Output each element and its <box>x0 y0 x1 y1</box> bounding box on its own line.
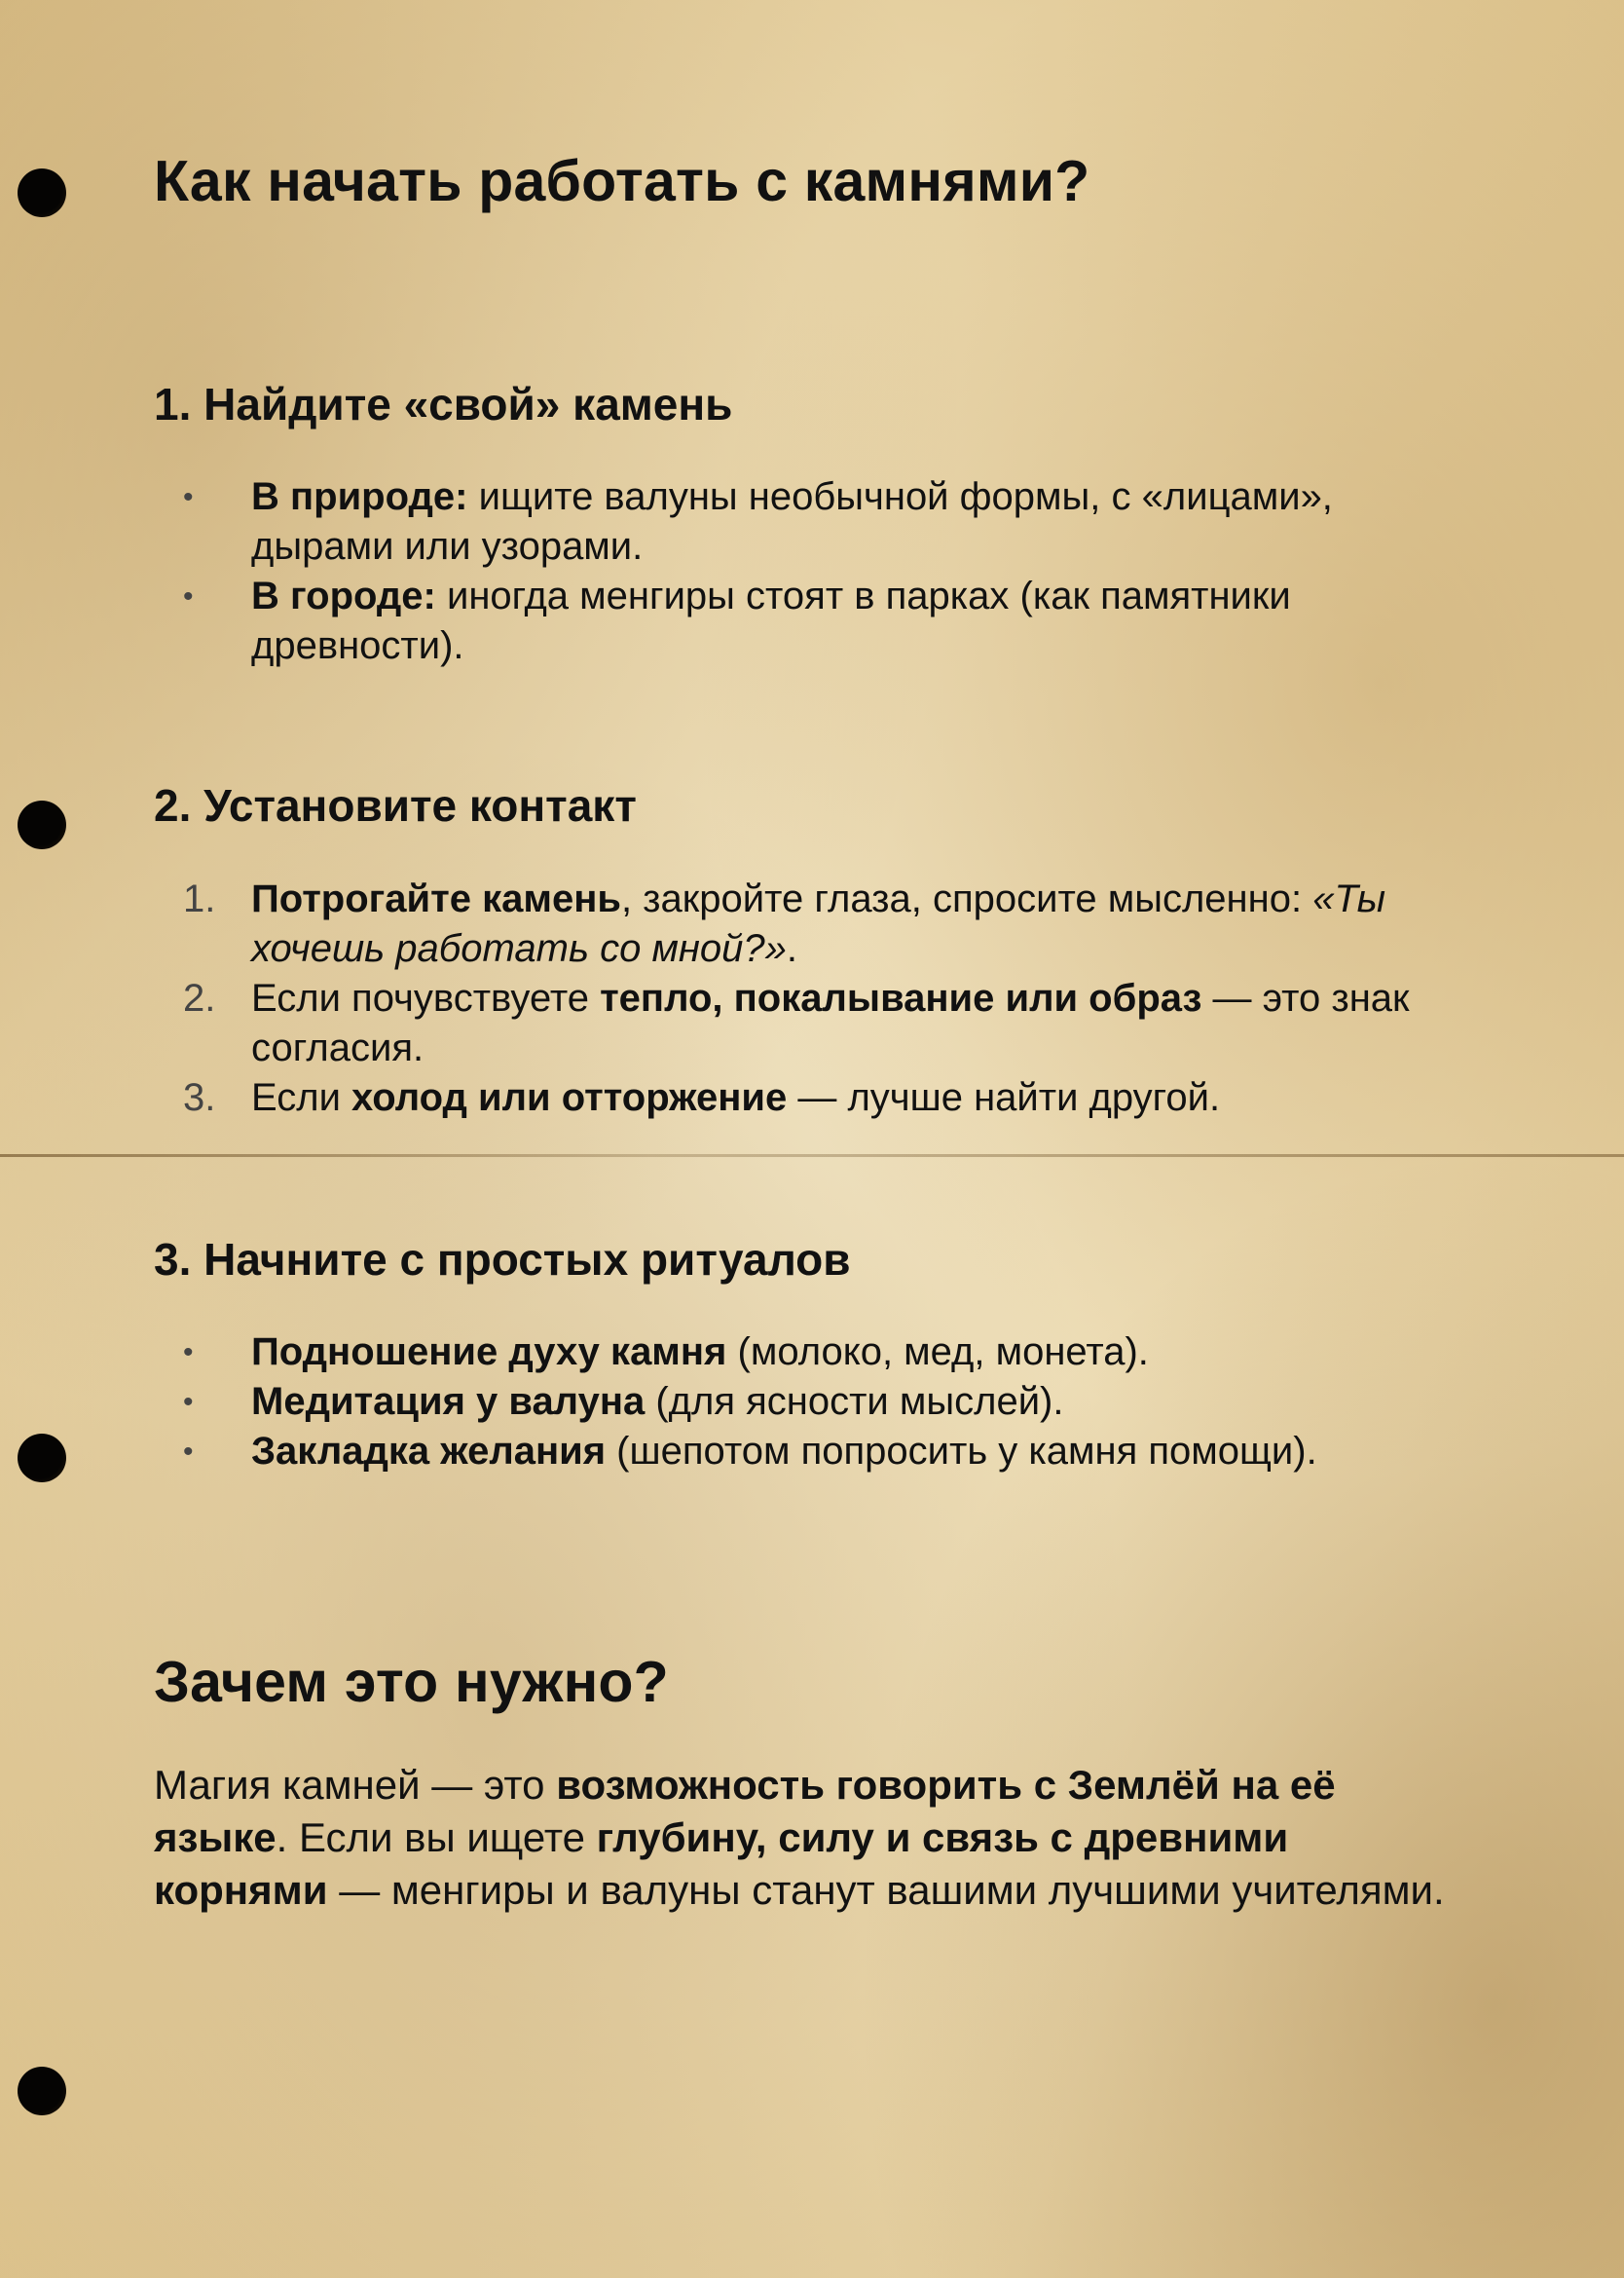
list-item: • Медитация у валуна (для ясности мыслей). <box>154 1377 1478 1427</box>
page-title: Как начать работать с камнями? <box>154 149 1090 213</box>
list-item: 1. Потрогайте камень, закройте глаза, спросите мысленно: «Ты хочешь работать со мной?». <box>183 878 1386 970</box>
section-2-list <box>154 875 1478 1123</box>
bullet-icon: • <box>183 1336 194 1368</box>
punch-hole <box>18 2067 66 2115</box>
punch-hole <box>18 1434 66 1482</box>
section-3-heading: 3. Начните с простых ритуалов <box>154 1234 851 1285</box>
list-item: 3. Если холод или отторжение — лучше найти другой. <box>183 1076 1221 1119</box>
bullet-icon: • <box>183 481 194 513</box>
punch-hole <box>18 801 66 849</box>
section-2-heading: 2. Установите контакт <box>154 780 637 831</box>
list-item: • Подношение духу камня (молоко, мед, монета). <box>154 1327 1478 1377</box>
section-1-list <box>154 472 1478 671</box>
list-item: • В природе: ищите валуны необычной формы, с «лицами», дырами или узорами. <box>154 472 1478 572</box>
why-heading: Зачем это нужно? <box>154 1650 669 1714</box>
list-item: • В городе: иногда менгиры стоят в парках (как памятники древности). <box>154 572 1478 671</box>
paper-crease <box>0 1154 1624 1157</box>
section-3-list <box>154 1327 1478 1476</box>
bullet-icon: • <box>183 580 194 613</box>
list-item: 2. Если почувствуете тепло, покалывание или образ — это знак согласия. <box>183 977 1410 1069</box>
section-1-heading: 1. Найдите «свой» камень <box>154 379 733 429</box>
bullet-icon: • <box>183 1386 194 1418</box>
punch-hole <box>18 168 66 217</box>
list-item: • Закладка желания (шепотом попросить у камня помощи). <box>154 1427 1478 1476</box>
bullet-icon: • <box>183 1436 194 1468</box>
why-paragraph: Магия камней — это возможность говорить с Землёй на её языке. Если вы ищете глубину, силу и связь с древними корнями — менгиры и валуны станут вашими лучшими учителями. <box>154 1762 1445 1913</box>
